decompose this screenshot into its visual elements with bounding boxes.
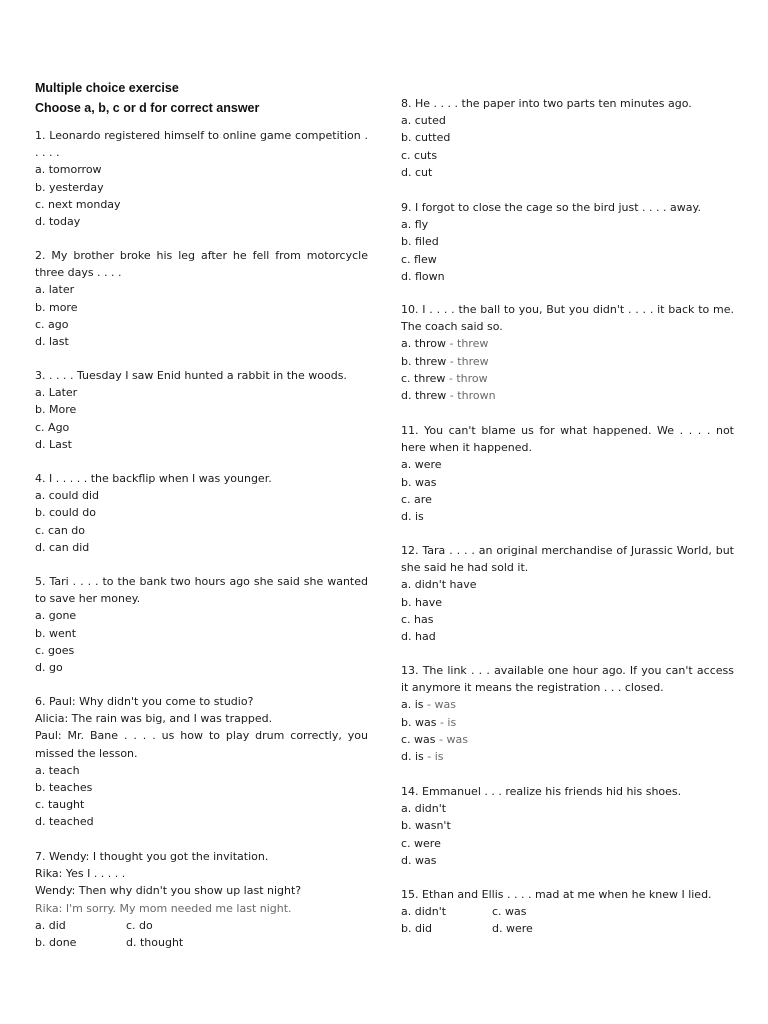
question-14 bbox=[401, 783, 734, 869]
option-main: a. throw bbox=[401, 337, 447, 351]
page-subtitle: Choose a, b, c or d for correct answer bbox=[35, 101, 260, 115]
option-second: is bbox=[434, 750, 444, 764]
question-13 bbox=[401, 662, 734, 765]
option-main: c. was bbox=[401, 732, 436, 746]
option-separator: - bbox=[423, 698, 435, 712]
question-text: 1. Leonardo registered himself to online game competition . . . . . bbox=[35, 129, 368, 160]
dialogue-line: Paul: Mr. Bane . . . . us how to play drum correctly, you missed the lesson. bbox=[35, 729, 368, 760]
option-second: was bbox=[434, 698, 456, 712]
option-b: b. more bbox=[35, 300, 78, 314]
option-b bbox=[401, 353, 734, 370]
question-text: 14. Emmanuel . . . realize his friends hid his shoes. bbox=[401, 785, 682, 798]
option-c: c. ago bbox=[35, 317, 69, 331]
question-text: 3. . . . . Tuesday I saw Enid hunted a rabbit in the woods. bbox=[35, 369, 347, 382]
dialogue-line: Rika: I'm sorry. My mom needed me last night. bbox=[35, 901, 292, 915]
option-a: a. didn't have bbox=[401, 578, 477, 592]
option-c: c. has bbox=[401, 612, 434, 626]
question-8 bbox=[401, 95, 734, 181]
option-c: c. next monday bbox=[35, 197, 121, 211]
question-11 bbox=[401, 422, 734, 525]
option-second: threw bbox=[457, 337, 489, 351]
option-main: a. is bbox=[401, 698, 424, 712]
option-a: a. Later bbox=[35, 386, 78, 400]
question-1 bbox=[35, 127, 368, 230]
question-text: 4. I . . . . . the backflip when I was younger. bbox=[35, 472, 272, 485]
question-15 bbox=[401, 886, 734, 938]
dialogue-line: Wendy: Then why didn't you show up last night? bbox=[35, 884, 302, 898]
question-text: 15. Ethan and Ellis . . . . mad at me when he knew I lied. bbox=[401, 888, 712, 901]
option-d: d. last bbox=[35, 335, 69, 349]
option-a: a. didn't bbox=[401, 802, 447, 816]
option-main: c. threw bbox=[401, 371, 446, 385]
question-text: 13. The link . . . available one hour ago. If you can't access it anymore it means the registration . . . closed. bbox=[401, 664, 734, 695]
question-5 bbox=[35, 573, 368, 676]
question-text: 9. I forgot to close the cage so the bird just . . . . away. bbox=[401, 201, 701, 214]
option-second: throw bbox=[456, 371, 488, 385]
option-a: a. gone bbox=[35, 609, 77, 623]
option-c: c. taught bbox=[35, 798, 85, 812]
option-c bbox=[401, 370, 734, 387]
option-main: b. threw bbox=[401, 354, 447, 368]
option-separator: - bbox=[445, 371, 457, 385]
option-second: thrown bbox=[457, 389, 496, 403]
option-d: d. Last bbox=[35, 437, 72, 451]
option-a: a. later bbox=[35, 283, 75, 297]
option-b: b. did bbox=[401, 922, 432, 936]
option-second: threw bbox=[457, 354, 489, 368]
question-text: 11. You can't blame us for what happened. We . . . . not here when it happened. bbox=[401, 424, 734, 455]
option-c bbox=[401, 731, 734, 748]
option-d: d. teached bbox=[35, 815, 94, 829]
option-second: was bbox=[446, 732, 468, 746]
option-c: c. was bbox=[492, 905, 527, 919]
option-d: d. is bbox=[401, 510, 424, 524]
option-d: d. thought bbox=[126, 936, 184, 950]
dialogue-line: Alicia: The rain was big, and I was trapped. bbox=[35, 712, 273, 726]
question-6 bbox=[35, 693, 368, 831]
option-main: d. threw bbox=[401, 389, 447, 403]
option-b: b. wasn't bbox=[401, 819, 451, 833]
dialogue-line: Rika: Yes I . . . . . bbox=[35, 867, 126, 881]
option-a bbox=[401, 335, 734, 352]
option-separator: - bbox=[446, 337, 457, 351]
option-d: d. go bbox=[35, 661, 63, 675]
option-d: d. flown bbox=[401, 269, 445, 283]
option-c: c. goes bbox=[35, 643, 75, 657]
option-b bbox=[401, 714, 734, 731]
option-a: a. tomorrow bbox=[35, 163, 102, 177]
question-7 bbox=[35, 848, 368, 951]
option-separator: - bbox=[446, 389, 458, 403]
option-a: a. fly bbox=[401, 218, 429, 232]
option-b: b. cutted bbox=[401, 131, 451, 145]
option-d: d. was bbox=[401, 853, 437, 867]
option-second: is bbox=[447, 715, 457, 729]
option-b: b. teaches bbox=[35, 781, 93, 795]
question-10 bbox=[401, 301, 734, 404]
dialogue-line: 6. Paul: Why didn't you come to studio? bbox=[35, 695, 254, 708]
option-d: d. today bbox=[35, 215, 81, 229]
option-separator: - bbox=[436, 715, 448, 729]
option-b: b. have bbox=[401, 595, 442, 609]
option-d: d. were bbox=[492, 922, 533, 936]
option-a: a. did bbox=[35, 918, 66, 932]
option-d: d. can did bbox=[35, 540, 90, 554]
option-b: b. went bbox=[35, 626, 77, 640]
option-b: b. could do bbox=[35, 506, 96, 520]
option-b: b. filed bbox=[401, 235, 439, 249]
option-b: b. More bbox=[35, 403, 77, 417]
option-a: a. cuted bbox=[401, 114, 446, 128]
question-4 bbox=[35, 470, 368, 556]
option-d: d. had bbox=[401, 630, 436, 644]
question-text: 8. He . . . . the paper into two parts ten minutes ago. bbox=[401, 97, 692, 110]
options-grid bbox=[35, 917, 368, 951]
option-separator: - bbox=[435, 732, 447, 746]
question-12 bbox=[401, 542, 734, 645]
option-separator: - bbox=[423, 750, 435, 764]
option-c: c. Ago bbox=[35, 420, 70, 434]
question-text: 10. I . . . . the ball to you, But you didn't . . . . it back to me. The coach said so. bbox=[401, 303, 734, 334]
option-c: c. are bbox=[401, 492, 432, 506]
option-c: c. flew bbox=[401, 252, 437, 266]
options-grid bbox=[401, 903, 734, 937]
page-title: Multiple choice exercise bbox=[35, 81, 179, 95]
question-2 bbox=[35, 247, 368, 350]
option-separator: - bbox=[446, 354, 458, 368]
dialogue-line: 7. Wendy: I thought you got the invitation. bbox=[35, 850, 269, 863]
option-c: c. were bbox=[401, 836, 441, 850]
question-text: 2. My brother broke his leg after he fell from motorcycle three days . . . . bbox=[35, 249, 368, 280]
option-main: d. is bbox=[401, 750, 424, 764]
question-text: 5. Tari . . . . to the bank two hours ago she said she wanted to save her money. bbox=[35, 575, 368, 606]
option-c: c. can do bbox=[35, 523, 86, 537]
option-a: a. could did bbox=[35, 489, 100, 503]
option-a: a. teach bbox=[35, 763, 80, 777]
option-d bbox=[401, 748, 734, 765]
option-a: a. didn't bbox=[401, 905, 447, 919]
option-d: d. cut bbox=[401, 165, 433, 179]
option-main: b. was bbox=[401, 715, 437, 729]
option-d bbox=[401, 387, 734, 404]
option-c: c. cuts bbox=[401, 148, 438, 162]
question-9 bbox=[401, 199, 734, 285]
option-a: a. were bbox=[401, 458, 442, 472]
option-b: b. was bbox=[401, 475, 437, 489]
question-3 bbox=[35, 367, 368, 453]
question-text: 12. Tara . . . . an original merchandise of Jurassic World, but she said he had sold it. bbox=[401, 544, 734, 575]
option-b: b. done bbox=[35, 936, 77, 950]
option-c: c. do bbox=[126, 918, 153, 932]
option-b: b. yesterday bbox=[35, 180, 104, 194]
option-a bbox=[401, 696, 734, 713]
